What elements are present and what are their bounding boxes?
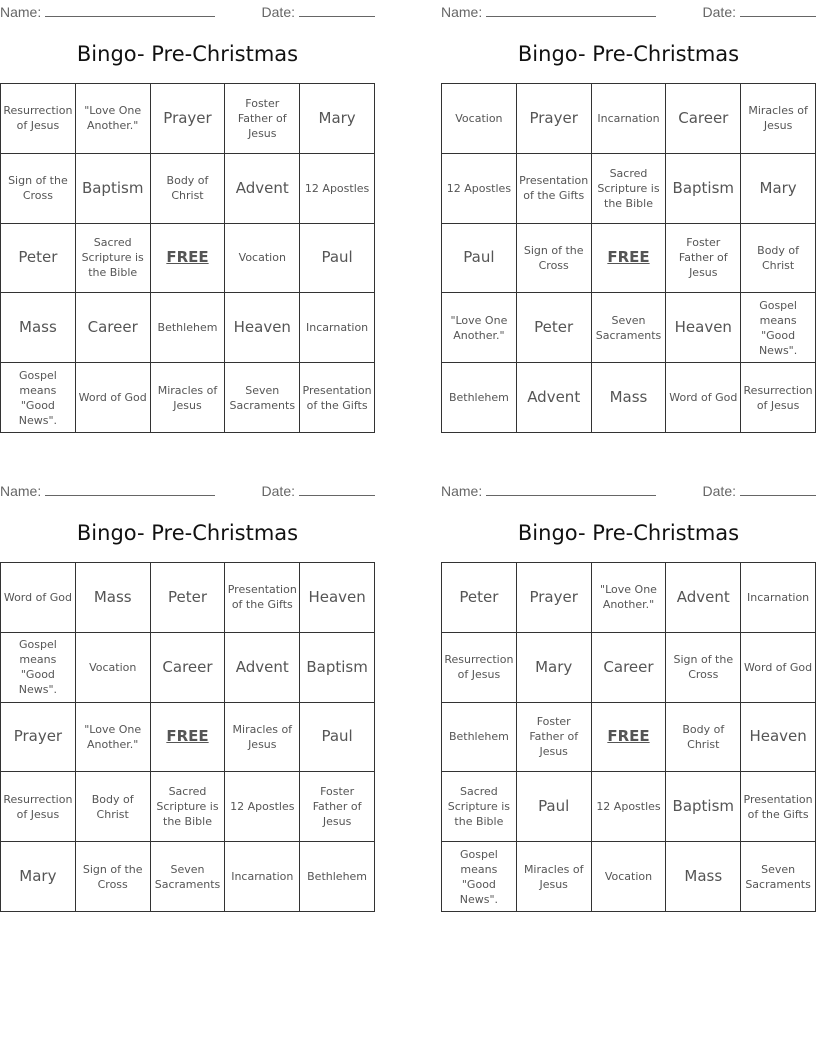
bingo-cell: Gospel means "Good News". <box>442 842 517 912</box>
name-field <box>0 2 215 20</box>
bingo-cell: Resurrection of Jesus <box>1 84 76 154</box>
bingo-cell: Sacred Scripture is the Bible <box>592 154 667 224</box>
bingo-cell: Sign of the Cross <box>1 154 76 224</box>
card-title: Bingo- Pre-Christmas <box>76 42 299 66</box>
name-blank <box>486 481 656 496</box>
bingo-cell: Heaven <box>300 563 375 633</box>
date-field <box>703 481 816 499</box>
bingo-grid <box>0 562 375 912</box>
bingo-grid <box>441 562 816 912</box>
bingo-cell: Foster Father of Jesus <box>666 224 741 294</box>
bingo-cell: Bethlehem <box>442 703 517 773</box>
bingo-cell: Vocation <box>442 84 517 154</box>
bingo-cell: Career <box>666 84 741 154</box>
bingo-cell: Career <box>76 293 151 363</box>
date-field <box>262 2 375 20</box>
bingo-cell: Gospel means "Good News". <box>741 293 816 363</box>
bingo-cell: Mass <box>76 563 151 633</box>
bingo-cell: Word of God <box>741 633 816 703</box>
bingo-cell: Sign of the Cross <box>666 633 741 703</box>
bingo-cell: Foster Father of Jesus <box>225 84 300 154</box>
bingo-cell: Sacred Scripture is the Bible <box>442 772 517 842</box>
bingo-cell: Peter <box>442 563 517 633</box>
bingo-cell: Sacred Scripture is the Bible <box>76 224 151 294</box>
bingo-cell: Career <box>151 633 226 703</box>
name-field <box>441 2 656 20</box>
bingo-cell: Peter <box>1 224 76 294</box>
name-blank <box>45 2 215 17</box>
card-title: Bingo- Pre-Christmas <box>517 521 740 545</box>
bingo-cell: Baptism <box>300 633 375 703</box>
bingo-cell: Prayer <box>1 703 76 773</box>
name-blank <box>45 481 215 496</box>
bingo-cell: Heaven <box>666 293 741 363</box>
bingo-cell: Body of Christ <box>151 154 226 224</box>
bingo-cell: Vocation <box>225 224 300 294</box>
bingo-cell: Seven Sacraments <box>592 293 667 363</box>
bingo-cell: Baptism <box>666 154 741 224</box>
bingo-cell: Incarnation <box>225 842 300 912</box>
bingo-cell: Baptism <box>76 154 151 224</box>
bingo-cell: "Love One Another." <box>76 84 151 154</box>
date-field <box>703 2 816 20</box>
name-blank <box>486 2 656 17</box>
bingo-cell: Gospel means "Good News". <box>1 633 76 703</box>
bingo-cell: Bethlehem <box>442 363 517 433</box>
bingo-cell: Presentation of the Gifts <box>741 772 816 842</box>
name-label: Name: <box>441 4 483 20</box>
bingo-cell: Word of God <box>1 563 76 633</box>
card-title: Bingo- Pre-Christmas <box>76 521 299 545</box>
bingo-card-1 <box>0 0 375 440</box>
bingo-cell: Mass <box>666 842 741 912</box>
bingo-cell: Miracles of Jesus <box>741 84 816 154</box>
bingo-cell: Presentation of the Gifts <box>517 154 592 224</box>
name-field <box>0 481 215 499</box>
bingo-cell: Bethlehem <box>151 293 226 363</box>
bingo-cell: Presentation of the Gifts <box>225 563 300 633</box>
bingo-cell: Baptism <box>666 772 741 842</box>
bingo-cell: 12 Apostles <box>300 154 375 224</box>
free-space: FREE <box>151 224 226 294</box>
free-space: FREE <box>592 703 667 773</box>
bingo-card-2 <box>441 0 816 440</box>
name-field <box>441 481 656 499</box>
date-label: Date: <box>261 4 295 20</box>
bingo-card-3 <box>0 479 375 919</box>
bingo-cell: Seven Sacraments <box>741 842 816 912</box>
bingo-cell: 12 Apostles <box>442 154 517 224</box>
name-label: Name: <box>0 483 42 499</box>
bingo-cell: Mass <box>592 363 667 433</box>
bingo-cell: Resurrection of Jesus <box>741 363 816 433</box>
date-label: Date: <box>702 4 736 20</box>
bingo-cell: Paul <box>300 703 375 773</box>
bingo-cell: Peter <box>151 563 226 633</box>
bingo-cell: Seven Sacraments <box>151 842 226 912</box>
bingo-cell: Body of Christ <box>741 224 816 294</box>
bingo-cell: Presentation of the Gifts <box>300 363 375 433</box>
bingo-cell: Miracles of Jesus <box>151 363 226 433</box>
name-label: Name: <box>441 483 483 499</box>
bingo-cell: Sign of the Cross <box>517 224 592 294</box>
free-space: FREE <box>592 224 667 294</box>
date-blank <box>740 481 816 496</box>
bingo-cell: Bethlehem <box>300 842 375 912</box>
bingo-cell: Heaven <box>225 293 300 363</box>
bingo-cell: Foster Father of Jesus <box>517 703 592 773</box>
name-label: Name: <box>0 4 42 20</box>
bingo-cell: Paul <box>517 772 592 842</box>
bingo-cell: Advent <box>225 154 300 224</box>
date-label: Date: <box>261 483 295 499</box>
card-title: Bingo- Pre-Christmas <box>517 42 740 66</box>
date-label: Date: <box>702 483 736 499</box>
date-blank <box>740 2 816 17</box>
bingo-cell: Peter <box>517 293 592 363</box>
bingo-cell: Word of God <box>666 363 741 433</box>
bingo-cell: Incarnation <box>592 84 667 154</box>
bingo-cell: 12 Apostles <box>225 772 300 842</box>
bingo-cell: Body of Christ <box>666 703 741 773</box>
bingo-cell: Foster Father of Jesus <box>300 772 375 842</box>
bingo-grid <box>441 83 816 433</box>
bingo-cell: Mary <box>1 842 76 912</box>
bingo-cell: Miracles of Jesus <box>517 842 592 912</box>
bingo-cell: Incarnation <box>300 293 375 363</box>
bingo-cell: Prayer <box>517 84 592 154</box>
bingo-cell: Mary <box>741 154 816 224</box>
bingo-cell: Career <box>592 633 667 703</box>
bingo-cell: Gospel means "Good News". <box>1 363 76 433</box>
bingo-cell: Sign of the Cross <box>76 842 151 912</box>
bingo-cell: Incarnation <box>741 563 816 633</box>
bingo-cell: Prayer <box>151 84 226 154</box>
date-blank <box>299 481 375 496</box>
bingo-cell: "Love One Another." <box>76 703 151 773</box>
bingo-cell: Word of God <box>76 363 151 433</box>
bingo-cell: Vocation <box>592 842 667 912</box>
bingo-cell: Resurrection of Jesus <box>1 772 76 842</box>
bingo-cell: Mary <box>517 633 592 703</box>
bingo-cell: Sacred Scripture is the Bible <box>151 772 226 842</box>
bingo-cell: "Love One Another." <box>592 563 667 633</box>
bingo-cell: Paul <box>300 224 375 294</box>
bingo-cell: Seven Sacraments <box>225 363 300 433</box>
bingo-cell: Mass <box>1 293 76 363</box>
bingo-cell: 12 Apostles <box>592 772 667 842</box>
bingo-cell: Resurrection of Jesus <box>442 633 517 703</box>
bingo-cell: Advent <box>517 363 592 433</box>
bingo-cell: Paul <box>442 224 517 294</box>
bingo-cell: Advent <box>225 633 300 703</box>
bingo-cell: Mary <box>300 84 375 154</box>
bingo-cell: Prayer <box>517 563 592 633</box>
bingo-cell: Body of Christ <box>76 772 151 842</box>
bingo-cell: Vocation <box>76 633 151 703</box>
date-blank <box>299 2 375 17</box>
bingo-cell: Advent <box>666 563 741 633</box>
bingo-cell: Heaven <box>741 703 816 773</box>
free-space: FREE <box>151 703 226 773</box>
bingo-grid <box>0 83 375 433</box>
bingo-card-4 <box>441 479 816 919</box>
bingo-cell: "Love One Another." <box>442 293 517 363</box>
date-field <box>262 481 375 499</box>
bingo-cell: Miracles of Jesus <box>225 703 300 773</box>
